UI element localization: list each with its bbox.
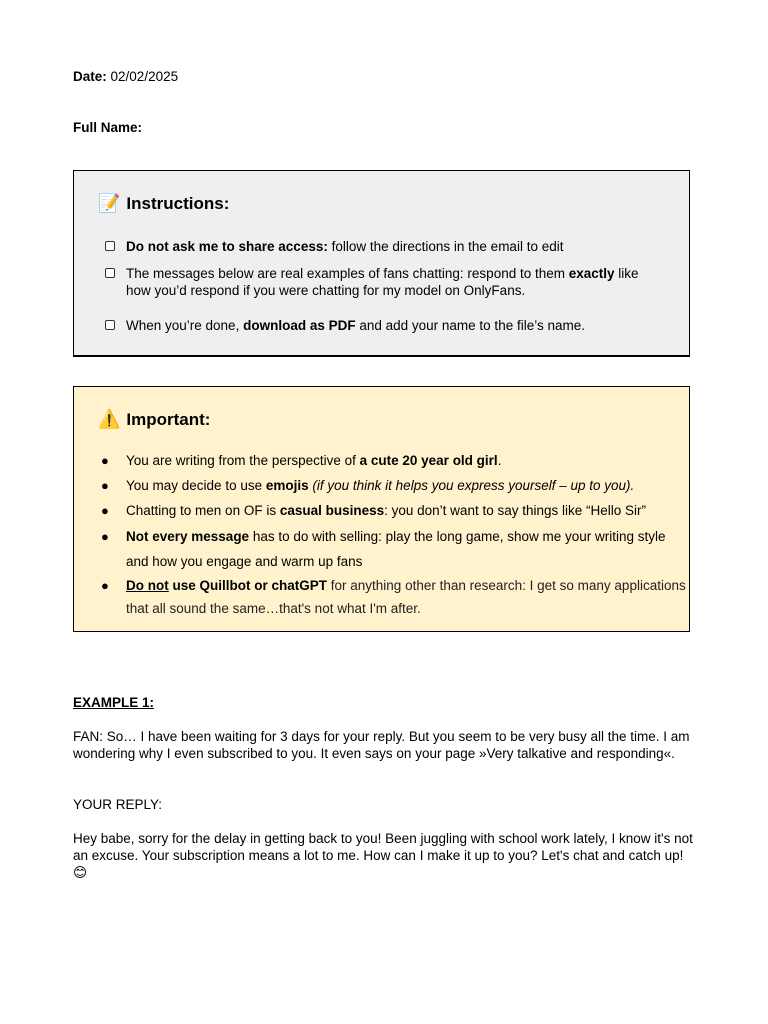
instructions-box [73,170,690,357]
checkbox-3[interactable] [105,320,115,330]
reply-text: Hey babe, sorry for the delay in getting back to you! Been juggling with school work lately, I know it's not an excuse. Your subscription means a lot to me. How can I make it up to you? Let's chat and catch up! 😊 [73,831,693,880]
fullname-line [73,120,142,135]
example-heading: EXAMPLE 1: [73,695,155,710]
instructions-title-text: Instructions: [126,193,230,213]
instructions-title [98,193,229,214]
important-item: ● You may decide to use emojis (if you think it helps you express yourself – up to you). [101,473,686,498]
fullname-label: Full Name: [73,120,143,135]
important-box [73,386,690,632]
important-item: ● Do not use Quillbot or chatGPT for anything other than research: I get so many applications that all sound the same…that's not what I'm after. [101,574,686,620]
bullet-icon: ● [101,453,109,468]
bullet-icon: ● [101,503,109,518]
bullet-icon: ● [101,478,109,493]
date-value: 02/02/2025 [110,69,179,84]
important-title [98,409,210,430]
important-item: ● You are writing from the perspective of a cute 20 year old girl. [101,448,686,473]
date-line [73,69,178,84]
important-title-text: Important: [126,409,211,429]
important-item: ● Chatting to men on OF is casual business: you don’t want to say things like “Hello Sir” [101,498,686,523]
instruction-item: When you’re done, download as PDF and add your name to the file’s name. [105,317,666,334]
checkbox-2[interactable] [105,268,115,278]
warning-icon: ⚠️ [98,409,121,429]
checkbox-1[interactable] [105,241,115,251]
instruction-item: The messages below are real examples of fans chatting: respond to them exactly like how you’d respond if you were chatting for my model on OnlyFans. [105,265,666,299]
important-item: ● Not every message has to do with selling: play the long game, show me your writing style and how you engage and warm up fans [101,524,686,574]
reply-label: YOUR REPLY: [73,797,163,812]
memo-icon: 📝 [98,193,121,213]
bullet-icon: ● [101,529,109,544]
date-label: Date: [73,69,107,84]
fan-message: FAN: So… I have been waiting for 3 days for your reply. But you seem to be very busy all the time. I am wondering why I even subscribed to you. It even says on your page »Very talkative and responding«. [73,729,690,761]
bullet-icon: ● [101,578,109,593]
instruction-item: Do not ask me to share access: follow the directions in the email to edit [105,238,666,255]
